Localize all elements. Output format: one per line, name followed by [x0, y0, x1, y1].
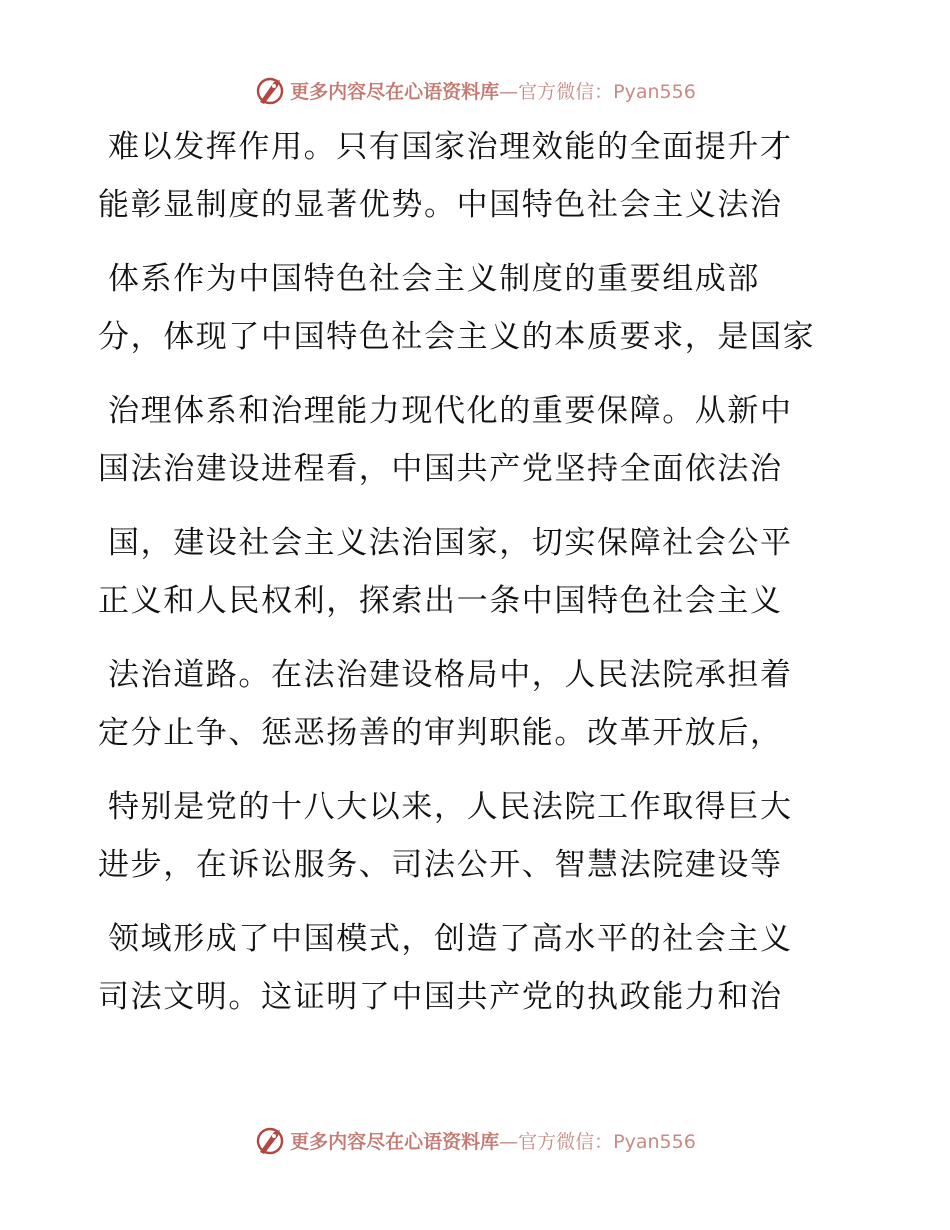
- body-line-11: 特别是党的十八大以来，人民法院工作取得巨大: [108, 789, 793, 825]
- body-line-1: 难以发挥作用。只有国家治理效能的全面提升才: [108, 129, 793, 165]
- footer-banner: [0, 1120, 950, 1160]
- body-line-10: 定分止争、惩恶扬善的审判职能。改革开放后，: [98, 715, 783, 751]
- body-line-3: 体系作为中国特色社会主义制度的重要组成部: [108, 261, 760, 297]
- body-line-2: 能彰显制度的显著优势。中国特色社会主义法治: [98, 187, 783, 223]
- body-line-12: 进步，在诉讼服务、司法公开、智慧法院建设等: [98, 847, 783, 883]
- body-line-13: 领域形成了中国模式，创造了高水平的社会主义: [108, 921, 793, 957]
- body-line-4: 分，体现了中国特色社会主义的本质要求，是国家: [98, 319, 816, 355]
- body-line-7: 国，建设社会主义法治国家，切实保障社会公平: [108, 525, 793, 561]
- body-line-14: 司法文明。这证明了中国共产党的执政能力和治: [98, 979, 783, 1015]
- header-wechat-label: —官方微信：Pyan556: [499, 80, 696, 103]
- body-line-9: 法治道路。在法治建设格局中，人民法院承担着: [108, 657, 793, 693]
- footer-banner-text: [290, 1127, 696, 1154]
- footer-brand-label: 更多内容尽在心语资料库: [290, 1130, 500, 1153]
- body-line-6: 国法治建设进程看，中国共产党坚持全面依法治: [98, 451, 783, 487]
- header-brand-label: 更多内容尽在心语资料库: [290, 80, 500, 103]
- body-line-5: 治理体系和治理能力现代化的重要保障。从新中: [108, 393, 793, 429]
- pen-nib-circle-icon: [254, 1124, 286, 1156]
- body-line-8: 正义和人民权利，探索出一条中国特色社会主义: [98, 583, 783, 619]
- footer-wechat-label: —官方微信：Pyan556: [499, 1130, 696, 1153]
